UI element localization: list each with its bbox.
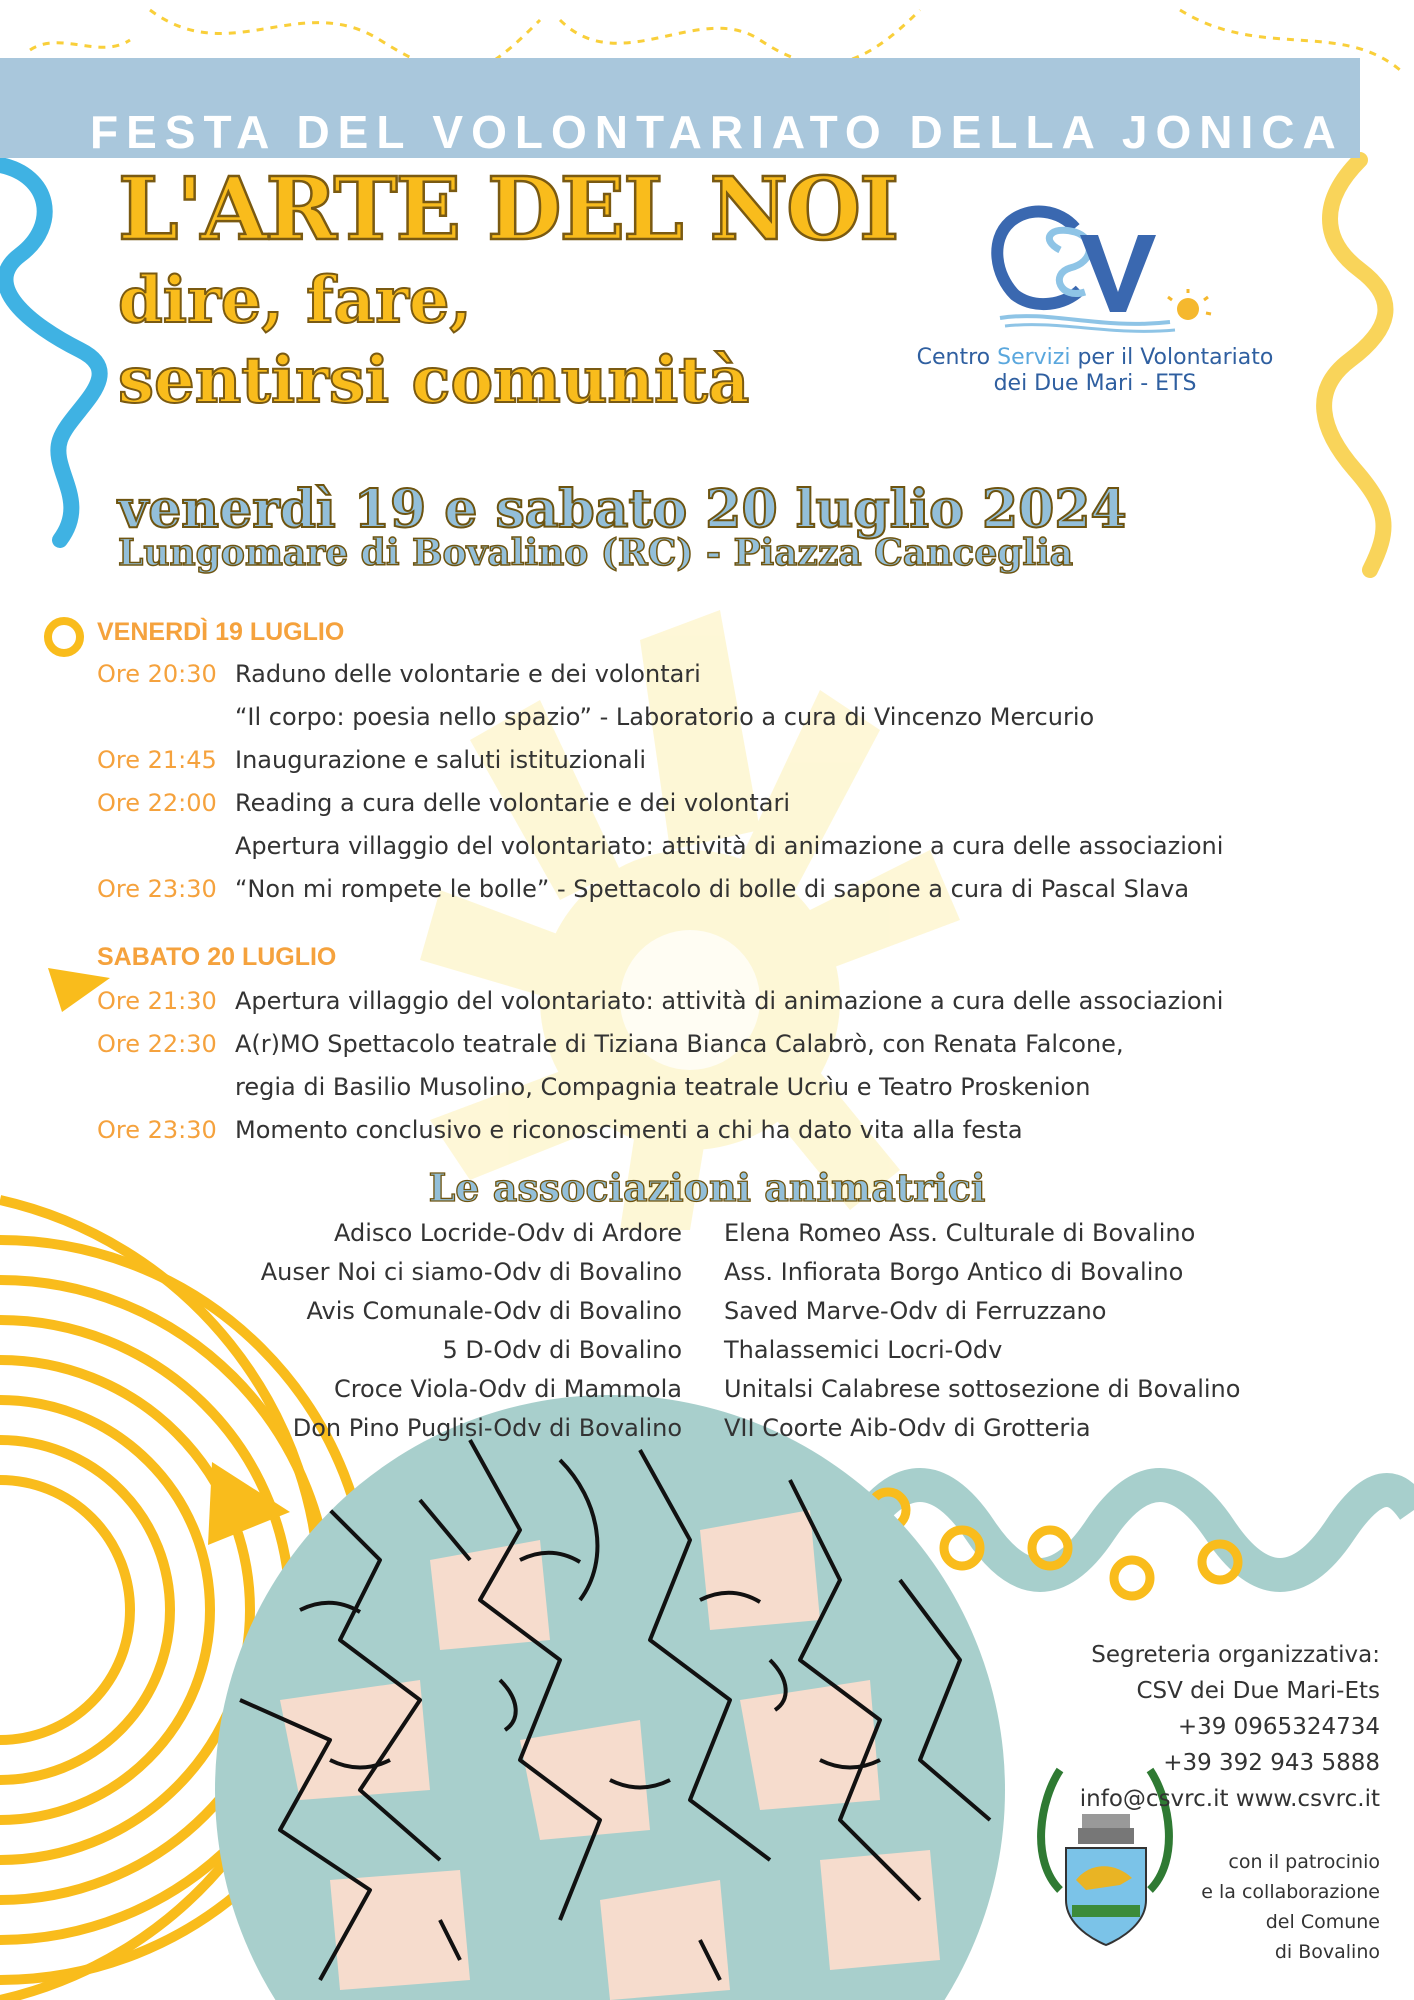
program-row: Ore 20:30 Raduno delle volontarie e dei volontari (97, 660, 701, 688)
program-row: Ore 21:45 Inaugurazione e saluti istituzionali (97, 746, 647, 774)
event-subtitle-line2: sentirsi comunità (118, 343, 750, 418)
association-item: Saved Marve-Odv di Ferruzzano (724, 1297, 1107, 1325)
patronage-line4: di Bovalino (1274, 1941, 1380, 1963)
association-item: Croce Viola-Odv di Mammola (333, 1375, 682, 1403)
contact-label: Segreteria organizzativa: (1091, 1642, 1380, 1668)
program-row: Ore 22:00 Reading a cura delle volontarie e dei volontari (97, 789, 791, 817)
csv-logo-mark (997, 212, 1211, 332)
patronage-line3: del Comune (1265, 1911, 1380, 1933)
program-row: Apertura villaggio del volontariato: attività di animazione a cura delle associazioni (235, 832, 1224, 860)
association-item: VII Coorte Aib-Odv di Grotteria (724, 1414, 1091, 1442)
csv-logo-text (895, 345, 1295, 397)
association-item: Don Pino Puglisi-Odv di Bovalino (292, 1414, 682, 1442)
association-item: Unitalsi Calabrese sottosezione di Bovalino (724, 1375, 1241, 1403)
banner-title: FESTA DEL VOLONTARIATO DELLA JONICA (90, 106, 1344, 158)
program-row: Ore 22:30 A(r)MO Spettacolo teatrale di Tiziana Bianca Calabrò, con Renata Falcone, (97, 1030, 1124, 1058)
association-item: 5 D-Odv di Bovalino (442, 1336, 682, 1364)
contact-web[interactable]: info@csvrc.it www.csvrc.it (1079, 1786, 1380, 1812)
csv-name-part1: Centro (916, 345, 998, 370)
association-item: Thalassemici Locri-Odv (724, 1336, 1003, 1364)
associations-title: Le associazioni animatrici (428, 1165, 986, 1210)
event-date: venerdì 19 e sabato 20 luglio 2024 (118, 479, 1127, 540)
program-row: regia di Basilio Musolino, Compagnia teatrale Ucrìu e Teatro Proskenion (235, 1073, 1091, 1101)
program-row: Ore 23:30 “Non mi rompete le bolle” - Spettacolo di bolle di sapone a cura di Pascal Slava (97, 875, 1190, 903)
event-title: L'ARTE DEL NOI (118, 159, 898, 260)
program-row: Ore 23:30 Momento conclusivo e riconoscimenti a chi ha dato vita alla festa (97, 1116, 1023, 1144)
program-row: Ore 21:30 Apertura villaggio del volontariato: attività di animazione a cura delle associazioni (97, 987, 1224, 1015)
event-place: Lungomare di Bovalino (RC) - Piazza Canceglia (118, 532, 1074, 574)
association-item: Ass. Infiorata Borgo Antico di Bovalino (724, 1258, 1184, 1286)
contact-org: CSV dei Due Mari-Ets (1136, 1678, 1380, 1704)
csv-name-part2: per il Volontariato (1070, 345, 1274, 370)
contact-phone2[interactable]: +39 392 943 5888 (1163, 1750, 1380, 1776)
csv-name-line2: dei Due Mari - ETS (993, 371, 1197, 396)
association-item: Adisco Locride-Odv di Ardore (334, 1219, 682, 1247)
saturday-title: SABATO 20 LUGLIO (97, 943, 337, 971)
program-row: “Il corpo: poesia nello spazio” - Laboratorio a cura di Vincenzo Mercurio (235, 703, 1095, 731)
association-item: Avis Comunale-Odv di Bovalino (306, 1297, 682, 1325)
association-item: Auser Noi ci siamo-Odv di Bovalino (260, 1258, 682, 1286)
patronage-line1: con il patrocinio (1228, 1851, 1380, 1873)
csv-name-highlight: Servizi (997, 345, 1071, 370)
association-item: Elena Romeo Ass. Culturale di Bovalino (724, 1219, 1196, 1247)
event-subtitle-line1: dire, fare, (118, 263, 472, 338)
patronage-line2: e la collaborazione (1201, 1881, 1380, 1903)
friday-title: VENERDÌ 19 LUGLIO (97, 618, 345, 646)
contact-phone1[interactable]: +39 0965324734 (1177, 1714, 1380, 1740)
